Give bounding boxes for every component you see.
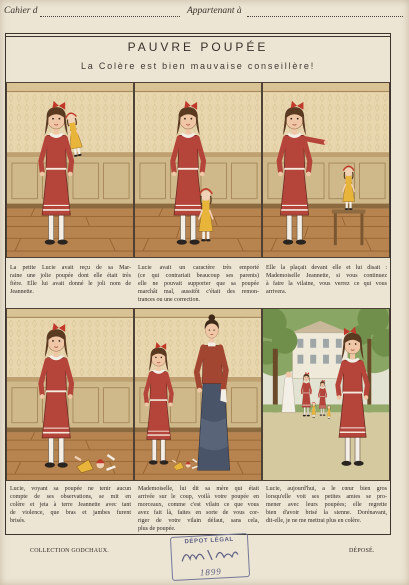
caption-line: elle ne pouvait supporter que sa poupée: [138, 281, 259, 287]
notebook-header: [0, 4, 409, 22]
caption-line: raine une jolie poupée dont elle était très: [10, 273, 131, 279]
caption-line: lorsqu'elle voit ses petites amies se pro-: [266, 494, 387, 500]
panel-5-caption: [134, 481, 262, 534]
caption-line: compte de ses observations, se mit en: [10, 494, 131, 500]
caption-line: bien d'avoir brisé la sienne. Dorénavant,: [266, 510, 387, 516]
caption-line: colère et jeta à terre Jeannette avec tant: [10, 502, 131, 508]
caption-line: arrivée sur le coup, voilà votre poupée en: [138, 494, 259, 500]
owner-name-line: [247, 16, 403, 17]
caption-line: brisés.: [10, 518, 26, 524]
caption-line: Elle la plaçait devant elle et lui disait :: [266, 265, 387, 271]
stamp-heading: DÉPOT LÉGAL: [184, 536, 234, 546]
caption-line: riger de votre vilain défaut, sans cela,: [138, 518, 259, 524]
stamp-year: 1899: [199, 566, 223, 578]
caption-line: à faire la vilaine, vous verrez ce qui vous: [266, 281, 387, 287]
publisher-credit: COLLECTION GODCHAUX.: [30, 548, 109, 554]
caption-line: arrivera.: [266, 289, 287, 295]
panel-1-caption: [6, 258, 134, 308]
owner-label: Appartenant à: [187, 6, 242, 16]
caption-line: Lucie, aujourd'hui, a le cœur bien gros: [266, 486, 387, 492]
caption-line: (ce qui contrariait beaucoup ses parents): [138, 273, 259, 279]
panel-6-illustration: [262, 308, 390, 481]
panel-3-caption: [262, 258, 390, 308]
room-background: [135, 83, 261, 257]
caption-line: avez fait là, faites en sorte de vous cor-: [138, 510, 259, 516]
panel-2-illustration: [134, 82, 262, 258]
panel-3-illustration: [262, 82, 390, 258]
panel-6-scene: [263, 309, 389, 480]
legal-deposit-stamp: [170, 533, 250, 581]
panel-1-illustration: [6, 82, 134, 258]
stamp-handwriting: [177, 544, 242, 565]
caption-line: dit-elle, je ne me mettrai plus en colère.: [266, 518, 362, 524]
panel-4-caption: [6, 481, 134, 534]
pointing-hand: [324, 140, 328, 144]
caption-line: marchât mal, aussitôt c'était des remon-: [138, 289, 259, 295]
panel-2-scene: [135, 83, 261, 257]
panel-4-scene: [7, 309, 133, 480]
panel-2-caption: [134, 258, 262, 308]
caption-line: Jeannette.: [10, 289, 34, 295]
story-subtitle: La Colère est bien mauvaise conseillère!: [80, 61, 316, 71]
caption-line: plus de poupée.: [138, 526, 176, 532]
panel-5-scene: [135, 309, 261, 480]
panel-3-scene: [263, 83, 389, 257]
caption-line: Lucie avait un caractère très emporté: [138, 265, 259, 271]
caption-line: fière. Elle lui avait donné le joli nom de: [10, 281, 131, 287]
panel-5-illustration: [134, 308, 262, 481]
story-title: PAUVRE POUPÉE: [127, 40, 269, 54]
frame-double-rule: [6, 36, 390, 37]
garden-path: [263, 412, 389, 480]
notebook-label: Cahier d: [4, 6, 38, 16]
caption-line: Mademoiselle Jeannette, si vous continuez: [266, 273, 387, 279]
notebook-name-line: [40, 16, 180, 17]
caption-line: morceaux, comme c'est vilain ce que vous: [138, 502, 259, 508]
caption-line: trances ou une correction.: [138, 297, 200, 303]
panel-4-illustration: [6, 308, 134, 481]
caption-line: mener avec leurs poupées; elle regrette: [266, 502, 387, 508]
panel-1-scene: [7, 83, 133, 257]
caption-line: de violence, que bras et jambes furent: [10, 510, 131, 516]
caption-line: Lucie, voyant sa poupée ne tenir aucun: [10, 486, 131, 492]
caption-line: Mademoiselle, lui dit sa mère qui était: [138, 486, 259, 492]
caption-line: La petite Lucie avait reçu de sa Mar-: [10, 265, 131, 271]
panel-6-caption: [262, 481, 390, 534]
registered-mark: DÉPOSÉ.: [349, 548, 375, 554]
lady-head: [286, 372, 292, 378]
